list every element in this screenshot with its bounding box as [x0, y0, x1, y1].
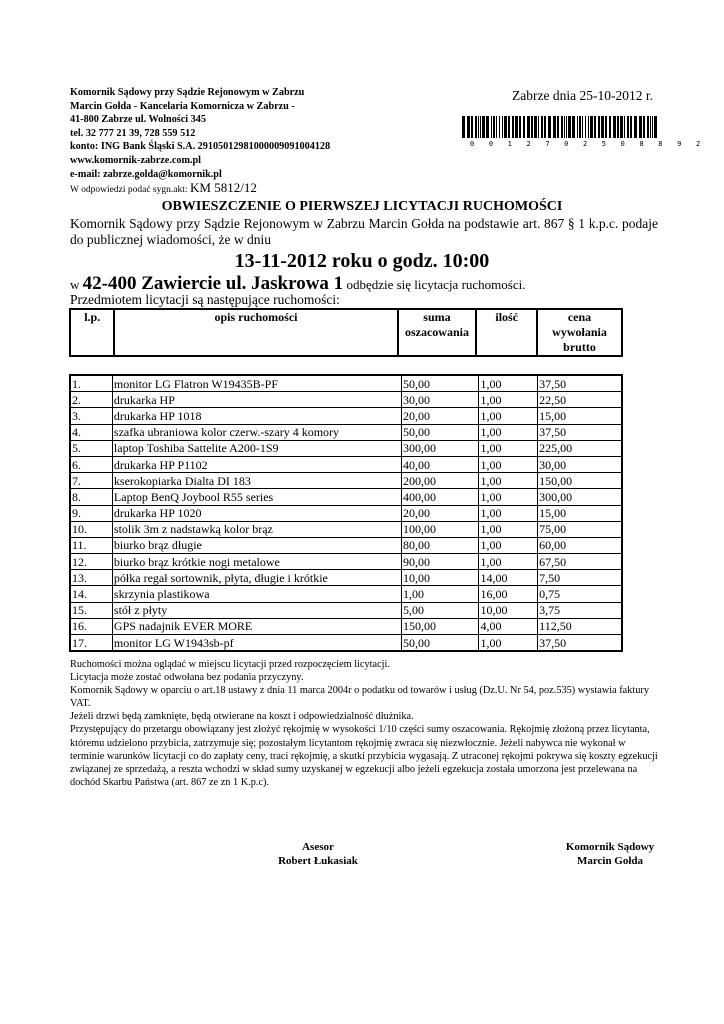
barcode-bar	[541, 116, 543, 138]
barcode-bar	[564, 116, 565, 138]
item-sum: 80,00	[401, 537, 479, 553]
barcode-bar	[582, 116, 583, 138]
item-quantity: 1,00	[479, 408, 538, 424]
barcode-bar	[579, 116, 581, 138]
header-quantity: ilość	[476, 309, 537, 356]
table-row	[70, 618, 622, 634]
item-sum: 5,00	[401, 602, 479, 618]
item-lp: 7.	[70, 473, 112, 489]
barcode-bar	[561, 116, 563, 138]
barcode-bar	[512, 116, 514, 138]
item-lp: 11.	[70, 537, 112, 553]
barcode-bar	[502, 116, 503, 138]
barcode-bar	[613, 116, 616, 138]
barcode-bar	[515, 116, 518, 138]
office-header	[70, 86, 330, 198]
note: Licytacja może zostać odwołana bez podania przyczyny.	[70, 672, 304, 684]
table-row	[70, 635, 622, 652]
barcode-bar	[462, 116, 465, 138]
header-line: tel. 32 777 21 39, 728 559 512	[70, 127, 196, 139]
item-lp: 15.	[70, 602, 112, 618]
barcode-bar	[577, 116, 578, 138]
item-quantity: 1,00	[479, 489, 538, 505]
item-quantity: 10,00	[479, 602, 538, 618]
item-lp: 3.	[70, 408, 112, 424]
item-price: 37,50	[538, 635, 622, 652]
item-price: 7,50	[538, 570, 622, 586]
item-lp: 5.	[70, 440, 112, 456]
barcode-bar	[627, 116, 629, 138]
barcode-bar	[566, 116, 567, 138]
table-row	[70, 489, 622, 505]
item-sum: 20,00	[401, 505, 479, 521]
header-line: konto: ING Bank Śląski S.A. 29105012981000009091004128	[70, 141, 331, 153]
item-quantity: 1,00	[479, 375, 538, 392]
item-quantity: 1,00	[479, 424, 538, 440]
item-sum: 50,00	[401, 424, 479, 440]
note: Ruchomości można oglądać w miejscu licytacji przed rozpoczęciem licytacji.	[70, 659, 390, 670]
item-lp: 4.	[70, 424, 112, 440]
table-row	[70, 602, 622, 618]
item-price: 112,50	[538, 618, 622, 634]
barcode-bar	[499, 116, 500, 138]
signature-role: Komornik Sądowy	[565, 841, 655, 853]
barcode-bar	[654, 116, 657, 138]
item-lp: 13.	[70, 570, 112, 586]
item-price: 30,00	[538, 456, 622, 472]
barcode-bar	[590, 116, 593, 138]
item-sum: 100,00	[401, 521, 479, 537]
item-description: monitor LG W1943sb-pf	[112, 635, 401, 652]
item-description: drukarka HP 1018	[112, 408, 401, 424]
item-description: półka regał sortownik, płyta, długie i krótkie	[112, 570, 401, 586]
place-prefix: w	[70, 277, 80, 292]
signature-bailiff	[540, 840, 680, 868]
header-line: Komornik Sądowy przy Sądzie Rejonowym w Zabrzu	[70, 87, 305, 98]
item-quantity: 1,00	[479, 635, 538, 652]
item-quantity: 1,00	[479, 505, 538, 521]
items-table-header	[69, 308, 623, 357]
barcode-bar	[534, 116, 537, 138]
item-sum: 150,00	[401, 618, 479, 634]
table-row	[70, 586, 622, 602]
item-price: 22,50	[538, 392, 622, 408]
barcode-bar	[594, 116, 596, 138]
barcode-bar	[624, 116, 625, 138]
barcode-bar	[652, 116, 653, 138]
barcode-bar	[620, 116, 623, 138]
note: Jeżeli drzwi będą zamknięte, będą otwierane na koszt i odpowiedzialność dłużnika.	[70, 711, 414, 723]
table-row	[70, 554, 622, 570]
table-row	[70, 537, 622, 553]
document-date: Zabrze dnia 25-10-2012 r.	[512, 88, 653, 103]
item-description: biurko brąz długie	[112, 537, 401, 553]
item-quantity: 1,00	[479, 456, 538, 472]
place-address: 42-400 Zawiercie ul. Jaskrowa 1	[82, 273, 344, 294]
table-row	[70, 521, 622, 537]
table-row	[70, 505, 622, 521]
item-description: drukarka HP	[112, 392, 401, 408]
item-quantity: 1,00	[479, 537, 538, 553]
item-sum: 90,00	[401, 554, 479, 570]
item-description: szafka ubraniowa kolor czerw.-szary 4 komory	[112, 424, 401, 440]
item-lp: 8.	[70, 489, 112, 505]
subject-line: Przedmiotem licytacji są następujące ruchomości:	[70, 292, 340, 307]
signature-role: Asesor	[302, 841, 334, 853]
barcode-bar	[467, 116, 470, 138]
item-price: 0,75	[538, 586, 622, 602]
item-quantity: 4,00	[479, 618, 538, 634]
item-sum: 1,00	[401, 586, 479, 602]
barcode-bar	[544, 116, 546, 138]
table-row	[70, 375, 622, 392]
signature-assessor	[248, 840, 388, 868]
case-reference-label: W odpowiedzi podać sygn.akt:	[70, 185, 188, 196]
barcode-bar	[482, 116, 485, 138]
item-description: monitor LG Flatron W19435B-PF	[112, 375, 401, 392]
barcode-bar	[617, 116, 619, 138]
table-row	[70, 424, 622, 440]
case-reference-value: KM 5812/12	[190, 180, 257, 196]
item-lp: 14.	[70, 586, 112, 602]
barcode-bar	[548, 116, 551, 138]
item-description: skrzynia plastikowa	[112, 586, 401, 602]
document-title: OBWIESZCZENIE O PIERWSZEJ LICYTACJI RUCHOMOŚCI	[161, 199, 563, 214]
barcode-bar	[634, 116, 637, 138]
item-description: drukarka HP P1102	[112, 456, 401, 472]
item-sum: 20,00	[401, 408, 479, 424]
place-suffix: odbędzie się licytacja ruchomości.	[346, 277, 526, 292]
item-sum: 200,00	[401, 473, 479, 489]
barcode-bar	[630, 116, 632, 138]
barcode-bar	[486, 116, 489, 138]
item-price: 37,50	[538, 375, 622, 392]
barcode-bar	[538, 116, 539, 138]
barcode-bar	[609, 116, 611, 138]
header-line: www.komornik-zabrze.com.pl	[70, 154, 202, 166]
item-sum: 30,00	[401, 392, 479, 408]
header-description: opis ruchomości	[114, 309, 397, 356]
header-line: 41-800 Zabrze ul. Wolności 345	[70, 114, 206, 126]
item-description: drukarka HP 1020	[112, 505, 401, 521]
item-description: GPS nadajnik EVER MORE	[112, 618, 401, 634]
item-quantity: 1,00	[479, 521, 538, 537]
item-quantity: 14,00	[479, 570, 538, 586]
item-sum: 50,00	[401, 375, 479, 392]
item-sum: 10,00	[401, 570, 479, 586]
signature-name: Robert Łukasiak	[278, 855, 358, 867]
barcode-digits: 0 0 1 2 7 0 2 5 0 8 8 9 2	[470, 140, 706, 148]
item-price: 3,75	[538, 602, 622, 618]
item-price: 150,00	[538, 473, 622, 489]
item-quantity: 1,00	[479, 473, 538, 489]
item-quantity: 1,00	[479, 554, 538, 570]
barcode-bar	[568, 116, 571, 138]
item-lp: 17.	[70, 635, 112, 652]
note: Przystępujący do przetargu obowiązany jest złożyć rękojmię w wysokości 1/10 części sumy oszacowania. Rękojmię złożoną przez licytanta, któremu udzielono przybicia, zatrzymuje się; pozostałym licytantom rękojmię zwraca się niezwłocznie. Jeżeli nabywca nie wykonał w terminie warunków licytacji co do zapłaty ceny, traci rękojmię, a skutki przybicia wygasają. Z utraconej rękojmi pokrywa się koszty egzekucji związanej ze sprzedażą, a reszta wchodzi w skład sumy uzyskanej w egzekucji albo jeżeli egzekucja została umorzona jest przelewana na dochód Skarbu Państwa (art. 867 ze zn 1 K.p.c).	[70, 724, 658, 788]
barcode-bar	[647, 116, 649, 138]
barcode-bar	[572, 116, 575, 138]
item-lp: 16.	[70, 618, 112, 634]
table-row	[70, 473, 622, 489]
barcode-bar	[471, 116, 473, 138]
barcode-bar	[601, 116, 604, 138]
item-sum: 400,00	[401, 489, 479, 505]
case-reference	[70, 181, 330, 198]
item-lp: 10.	[70, 521, 112, 537]
item-description: stół z płyty	[112, 602, 401, 618]
item-lp: 1.	[70, 375, 112, 392]
item-quantity: 1,00	[479, 392, 538, 408]
intro-paragraph: Komornik Sądowy przy Sądzie Rejonowym w Zabrzu Marcin Gołda na podstawie art. 867 § 1 k.p.c. podaje do publicznej wiadomości, że w dniu	[70, 216, 658, 247]
barcode-bar	[553, 116, 556, 138]
header-lp: l.p.	[70, 309, 114, 356]
item-price: 15,00	[538, 408, 622, 424]
header-price: cena wywołania brutto	[537, 309, 622, 356]
barcode-bar	[493, 116, 495, 138]
item-sum: 300,00	[401, 440, 479, 456]
item-price: 15,00	[538, 505, 622, 521]
auction-date: 13-11-2012 roku o godz. 10:00	[234, 250, 490, 272]
item-description: laptop Toshiba Sattelite A200-1S9	[112, 440, 401, 456]
barcode-bar	[639, 116, 642, 138]
item-description: Laptop BenQ Joybool R55 series	[112, 489, 401, 505]
table-row	[70, 408, 622, 424]
header-line: Marcin Gołda - Kancelaria Komornicza w Zabrzu -	[70, 100, 295, 112]
item-price: 225,00	[538, 440, 622, 456]
barcode-bar	[496, 116, 497, 138]
item-lp: 6.	[70, 456, 112, 472]
note: Komornik Sądowy w oparciu o art.18 ustawy z dnia 11 marca 2004r o podatku od towarów i usług (Dz.U. Nr 54, poz.535) wystawia faktury VAT.	[70, 685, 649, 710]
notes-section	[70, 658, 660, 789]
item-lp: 2.	[70, 392, 112, 408]
item-description: stolik 3m z nadstawką kolor brąz	[112, 521, 401, 537]
barcode-bar	[585, 116, 586, 138]
barcode-bar	[478, 116, 479, 138]
table-row	[70, 456, 622, 472]
barcode-bar	[523, 116, 525, 138]
barcode-bar	[605, 116, 607, 138]
header-sum: suma oszacowania	[398, 309, 477, 356]
barcode-bar	[480, 116, 481, 138]
item-price: 300,00	[538, 489, 622, 505]
item-description: kserokopiarka Dialta DI 183	[112, 473, 401, 489]
item-lp: 9.	[70, 505, 112, 521]
signature-name: Marcin Gołda	[576, 855, 644, 867]
item-sum: 40,00	[401, 456, 479, 472]
barcode-bar	[531, 116, 533, 138]
barcode-bar	[588, 116, 589, 138]
item-lp: 12.	[70, 554, 112, 570]
barcode-bar	[519, 116, 521, 138]
barcode-bar	[508, 116, 510, 138]
barcode-bar	[527, 116, 530, 138]
header-line: e-mail: zabrze.golda@komornik.pl	[70, 168, 222, 180]
barcode-bar	[475, 116, 477, 138]
table-row	[70, 392, 622, 408]
barcode-bar	[643, 116, 645, 138]
item-description: biurko brąz krótkie nogi metalowe	[112, 554, 401, 570]
item-price: 37,50	[538, 424, 622, 440]
barcode-bar	[557, 116, 559, 138]
item-price: 67,50	[538, 554, 622, 570]
item-price: 75,00	[538, 521, 622, 537]
table-row	[70, 440, 622, 456]
barcode-bar	[650, 116, 651, 138]
item-quantity: 16,00	[479, 586, 538, 602]
barcode-bar	[598, 116, 600, 138]
barcode-bar	[504, 116, 507, 138]
item-price: 60,00	[538, 537, 622, 553]
barcode-bar	[491, 116, 492, 138]
items-table	[69, 374, 623, 652]
item-sum: 50,00	[401, 635, 479, 652]
table-row	[70, 570, 622, 586]
item-quantity: 1,00	[479, 440, 538, 456]
